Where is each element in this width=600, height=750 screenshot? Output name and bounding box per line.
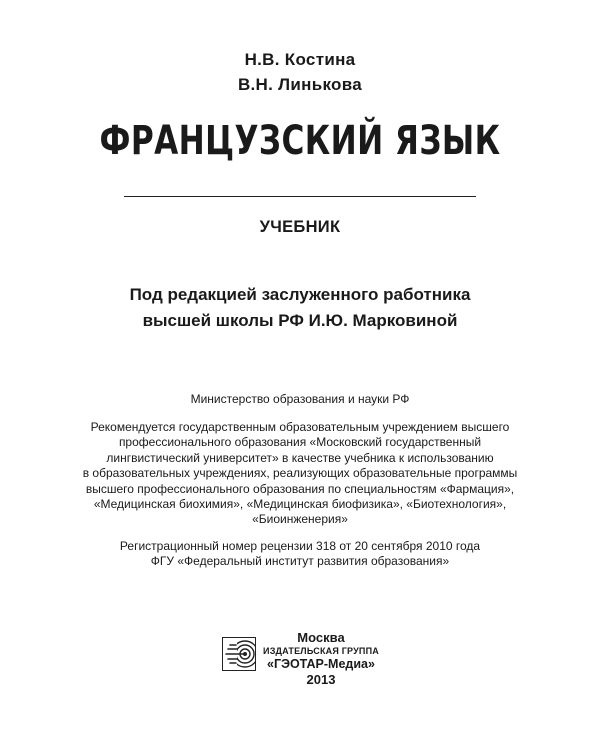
recommendation-block — [0, 420, 600, 528]
publisher-city: Москва — [297, 630, 345, 645]
book-subtitle: УЧЕБНИК — [259, 218, 341, 236]
recommendation-line: Рекомендуется государственным образовательным учреждением высшего — [90, 420, 510, 434]
book-title: ФРАНЦУЗСКИЙ ЯЗЫК — [99, 118, 501, 164]
registration-line: ФГУ «Федеральный институт развития образования» — [150, 554, 450, 569]
publisher-text — [260, 630, 382, 688]
publication-year: 2013 — [306, 672, 336, 687]
recommendation-line: профессионального образования «Московский государственный — [118, 435, 482, 450]
editor-line: высшей школы РФ И.Ю. Марковиной — [142, 311, 458, 330]
recommendation-line: лингвистический университет» в качестве учебника к использованию — [106, 450, 494, 465]
publisher-logo-icon — [222, 637, 256, 671]
recommendation-line: «Биоинженерия» — [252, 512, 348, 527]
registration-line: Регистрационный номер рецензии 318 от 20 сентября 2010 года — [119, 539, 481, 553]
ministry-line: Министерство образования и науки РФ — [190, 392, 410, 406]
editor-line: Под редакцией заслуженного работника — [129, 285, 471, 304]
recommendation-line: «Медицинская биохимия», «Медицинская биофизика», «Биотехнология», — [93, 497, 507, 512]
title-divider — [124, 196, 476, 197]
publisher-block — [222, 630, 382, 686]
publisher-name: «ГЭОТАР-Медиа» — [267, 657, 375, 671]
author-name: Н.В. Костина — [244, 50, 356, 69]
recommendation-line: в образовательных учреждениях, реализующих образовательные программы — [82, 466, 518, 481]
author-name: В.Н. Линькова — [237, 75, 363, 94]
registration-block — [0, 539, 600, 570]
publisher-group: ИЗДАТЕЛЬСКАЯ ГРУППА — [263, 646, 379, 656]
recommendation-line: высшего профессионального образования по специальностям «Фармация», — [85, 481, 515, 496]
